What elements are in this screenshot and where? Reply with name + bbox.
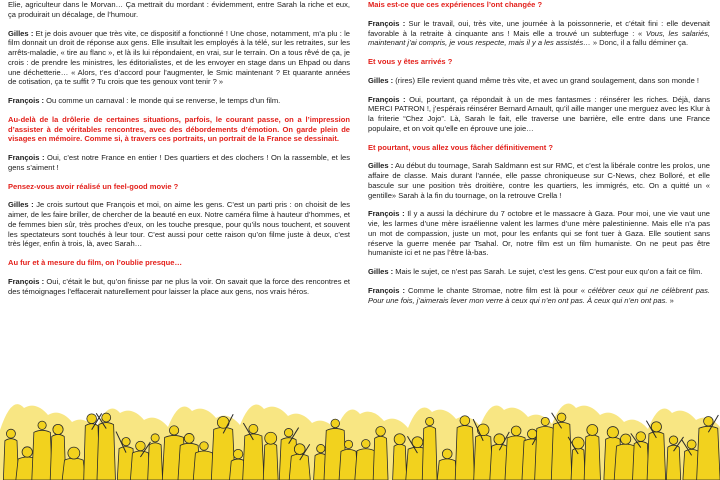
- speaker-name: François :: [8, 276, 45, 286]
- answer-paragraph: Gilles : (rires) Elle revient quand même très vite, et avec un grand soulagement, dans son monde !: [368, 75, 699, 85]
- crowd-person: [263, 432, 278, 480]
- speaker-name: François :: [368, 94, 406, 104]
- speaker-name: François :: [8, 153, 45, 162]
- article-left-column: [8, 0, 350, 305]
- quote-italic: célébrer ceux qui ne célèbrent pas. Pour une fois, j’aimerais lever mon verre à ceux qui n’en ont pas. À ceux qui n’en ont pas.: [368, 285, 710, 305]
- speaker-name: François :: [368, 285, 405, 295]
- speaker-name: Gilles :: [8, 200, 34, 210]
- speaker-name: François :: [8, 96, 45, 105]
- answer-paragraph: Gilles : Et je dois avouer que très vite, ce dispositif a fonctionné ! Une chose, notamment, m’a plu : le film donnait un droit de réponse aux gens. Elle insultait les employés à la télé, sur les retraites, sur les arrêts-maladie, « tire au flanc », et là ils lui répondaient, en vrai, sur le terrain. On a tous rêvé de ça, je crois : de prendre les ministres, les éditorialistes, et de les envoyer en stage dans un Ehpad ou dans une déchetterie… « Alors, t’es d’accord pour l’augmenter, le Smic maintenant ? Et quarante années de cotisation, ça te suffit ? Tu crois que tes genoux vont tenir ? »: [8, 28, 350, 87]
- answer-paragraph: Gilles : Au début du tournage, Sarah Saldmann est sur RMC, et c’est la libérale contre les prolos, une affaire de classe. Mais durant l’année, elle passe chroniqueuse sur C-News, chez Bolloré, et elle bascule sur une position très droitière, contre les quartiers, les immigrés, etc. On a quitté un « gentille» Sarah à la fin du tournage, on la retrouve Crella !: [368, 161, 710, 200]
- interview-question: Et vous y êtes arrivés ?: [368, 57, 453, 66]
- answer-paragraph: François : Oui, pourtant, ça répondait à un de mes fantasmes : réinsérer les riches. Déjà, dans MERCI PATRON !, j’espérais réinsérer Bernard Arnault, qu’il aille manger une merguez avec les Klur à la friterie “Chez Jojo”. Là, Sarah le fait, elle traverse une barrière, elle entre dans une France populaire, et on voit qu’elle en éprouve une joie…: [368, 94, 710, 133]
- answer-paragraph: François : Ou comme un carnaval : le monde qui se renverse, le temps d’un film.: [8, 96, 281, 105]
- speaker-name: Gilles :: [368, 267, 394, 276]
- crowd-person: [393, 434, 407, 480]
- answer-paragraph: François : Oui, c’est notre France en entier ! Des quartiers et des clochers ! On la rassemble, et les gens s’aiment !: [8, 153, 350, 172]
- answer-paragraph: Gilles : Je crois surtout que François et moi, on aime les gens. C’est un parti pris : on choisit de les aimer, de les faire briller, de chercher de la beauté en eux. Notre caméra filme à hauteur d’hommes, et de femmes bien sûr, très proches d’eux, on les touche presque, pour qu’ils nous touchent, et souvent les spectateurs sont touchés à leur tour. C’est aussi pour cette raison qu’on filme juste à deux, c’est très léger, enfin à trois, là, avec Sarah…: [8, 200, 350, 249]
- answer-paragraph: François : Oui, c’était le but, qu’on finisse par ne plus la voir. On savait que la force des rencontres et des témoignages l’effacerait naturellement pour laisser la place aux gens, nos vrais héros.: [8, 276, 350, 296]
- interview-question: Mais est-ce que ces expériences l’ont changée ?: [368, 0, 543, 9]
- speaker-name: François :: [368, 18, 406, 28]
- speaker-name: Gilles :: [8, 28, 34, 38]
- interview-question: Et pourtant, vous allez vous fâcher définitivement ?: [368, 142, 553, 152]
- interview-question: Pensez-vous avoir réalisé un feel-good movie ?: [8, 181, 179, 191]
- crowd-illustration: [0, 370, 720, 480]
- interview-question: Au-delà de la drôlerie de certaines situations, parfois, le courant passe, on a l’impression d’assister à de véritables rencontres, avec des débordements d’émotion. On garde plein de visages en mémoire. Comme si, à travers ces portraits, un portrait de la France se dessinait.: [8, 114, 350, 144]
- answer-paragraph: François : Il y a aussi la déchirure du 7 octobre et le massacre à Gaza. Pour moi, une vie vaut une vie, les larmes d’une mère israélienne valent les larmes d’une mère palestinienne. Mais elle n’a pas un mot de compassion, juste un mot, pour les enfants qui se font tuer à Gaza. Elle soutient sans réserve la guerre menée par Tsahal. Or, notre film est un film humaniste. On ne peut pas être humaniste ici et ne pas l’être là-bas.: [368, 209, 710, 258]
- answer-paragraph: Gilles : Mais le sujet, ce n’est pas Sarah. Le sujet, c’est les gens. C’est pour eux qu’on a fait ce film.: [368, 267, 703, 276]
- speaker-name: François :: [368, 209, 405, 219]
- article-right-column: [368, 0, 710, 314]
- speaker-name: Gilles :: [368, 161, 394, 171]
- interview-question: Au fur et à mesure du film, on l’oublie presque…: [8, 258, 183, 267]
- answer-paragraph: François : Comme le chante Stromae, notre film est là pour « célébrer ceux qui ne célèbrent pas. Pour une fois, j’aimerais lever mon verre à ceux qui n’en ont pas. À ceux qui n’en ont pas. »: [368, 285, 710, 305]
- answer-paragraph: François : Sur le travail, oui, très vite, une journée à la poissonnerie, et c’était fini : elle devenait favorable à la retraite à cinquante ans ! Mais elle a trouvé un subterfuge : « Vous, les salariés, maintenant j’ai compris, je vous respecte, mais il y a les assistés… » Donc, il a fallu déminer ça.: [368, 18, 711, 48]
- quote-italic: Vous, les salariés, maintenant j’ai compris, je vous respecte, mais il y a les assistés…: [368, 28, 710, 48]
- speaker-name: Gilles :: [368, 75, 394, 85]
- paragraph-intro: Elie, agriculteur dans le Morvan… Ça mettrait du mordant : évidemment, entre Sarah la riche et eux, ça produirait un décalage, de l’humour.: [8, 0, 350, 19]
